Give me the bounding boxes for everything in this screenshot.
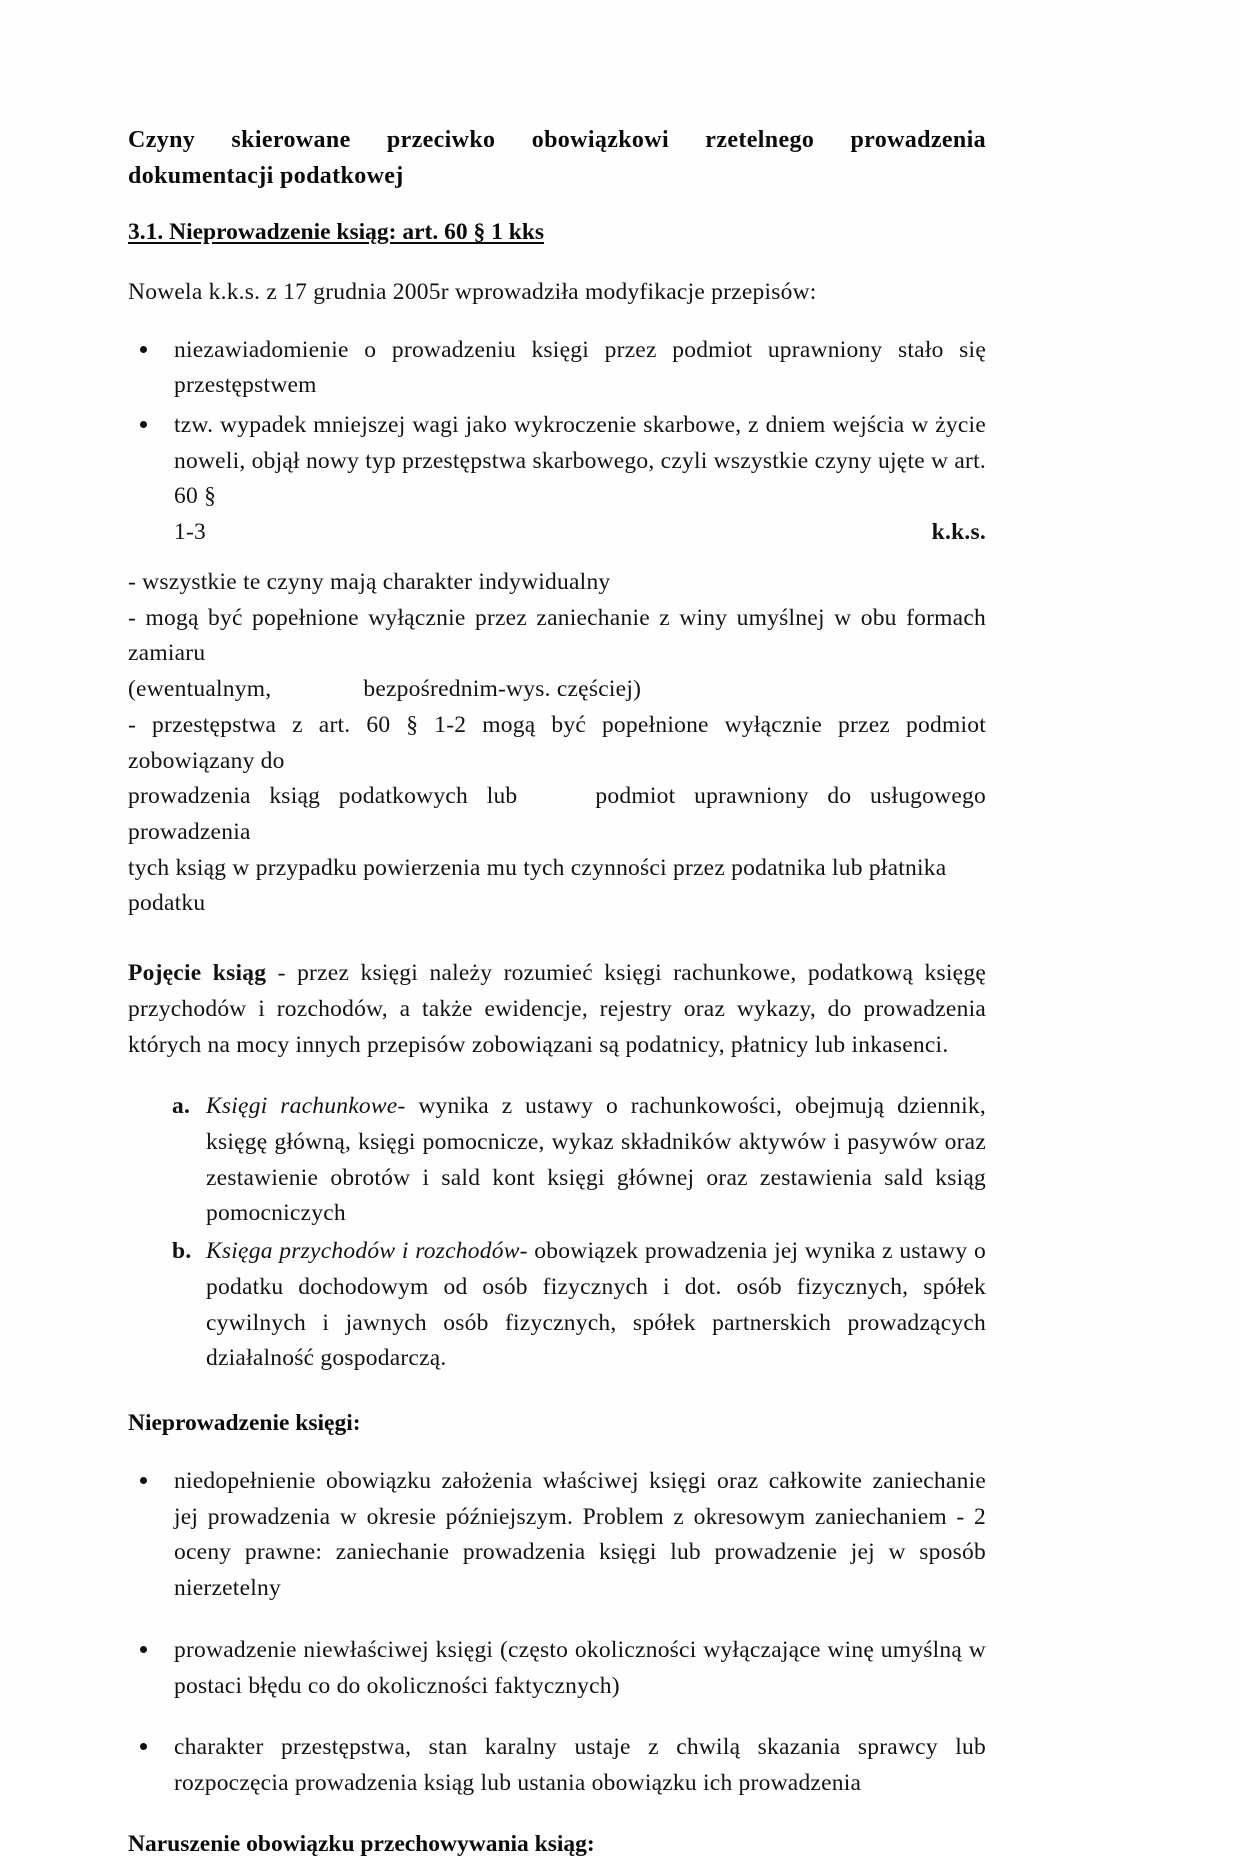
intro-bullet-list: [128, 333, 986, 551]
document-body: [128, 122, 986, 1861]
page-title: Czyny skierowane przeciwko obowiązkowi rzetelnego prowadzenia dokumentacji podatkowej: [128, 127, 986, 189]
dash-line: - mogą być popełnione wyłącznie przez zaniechanie z winy umyślnej w obu formach zamiaru: [128, 604, 986, 667]
dash-line-part: (ewentualnym,: [128, 676, 272, 703]
item-body: wynika z ustawy o rachunkowości, obejmują dziennik, księgę główną, księgi pomocnicze, wykaz składników aktywów i pasywów oraz zestawienie obrotów i sald kont księgi głównej oraz zestawienia sald ksiąg pomocniczych: [206, 1093, 986, 1227]
definition-body: - przez księgi należy rozumieć księgi rachunkowe, podatkową księgę przychodów i rozchodów, a także ewidencje, rejestry oraz wykazy, do prowadzenia których na mocy innych przepisów zobowiązani są podatnicy, płatnicy lub inkasenci.: [128, 960, 986, 1058]
list-item: [128, 1089, 986, 1232]
bullet-last-line: [174, 515, 986, 551]
dash-line: - wszystkie te czyny mają charakter indywidualny: [128, 568, 611, 595]
dash-line-part: bezpośrednim-wys. częściej): [363, 676, 642, 703]
bullet-text: niedopełnienie obowiązku założenia właściwej księgi oraz całkowite zaniechanie jej prowadzenia w okresie późniejszym. Problem z okresowym zaniechaniem - 2 oceny prawne: zaniechanie prowadzenia księgi lub prowadzenie jej w sposób nierzetelny: [174, 1467, 986, 1602]
list-item: [128, 1730, 986, 1801]
dash-line: tych ksiąg w przypadku powierzenia mu tych czynności przez podatnika lub płatnika: [128, 854, 947, 881]
code-abbreviation: k.k.s.: [931, 519, 986, 546]
list-item: [128, 1234, 986, 1377]
subheading: Nieprowadzenie księgi:: [128, 1410, 361, 1437]
item-body: obowiązek prowadzenia jej wynika z ustawy o podatku dochodowym od osób fizycznych i dot. osób fizycznych, spółek cywilnych i jawnych osób fizycznych, spółek partnerskich prowadzących działalność gospodarczą.: [206, 1238, 986, 1372]
item-term: Księgi rachunkowe-: [206, 1093, 406, 1120]
main-bullet-list: [128, 1464, 986, 1802]
bullet-text: tzw. wypadek mniejszej wagi jako wykroczenie skarbowe, z dniem wejścia w życie noweli, objął nowy typ przestępstwa skarbowego, czyli wszystkie czyny ujęte w art. 60 §: [174, 412, 986, 510]
dash-line-part: podmiot uprawniony do usługowego prowadzenia: [128, 783, 986, 845]
dash-line: - przestępstwa z art. 60 § 1-2 mogą być popełnione wyłącznie przez podmiot zobowiązany do: [128, 711, 986, 774]
list-item: [128, 1633, 986, 1704]
dash-line-part: prowadzenia ksiąg podatkowych lub: [128, 783, 518, 810]
list-item: [128, 1464, 986, 1607]
section-heading: 3.1. Nieprowadzenie ksiąg: art. 60 § 1 kks: [128, 219, 545, 245]
article-range: 1-3: [174, 519, 207, 546]
item-term: Księga przychodów i rozchodów-: [206, 1238, 528, 1265]
definition-paragraph: [128, 956, 986, 1063]
dash-line: podatku: [128, 890, 206, 917]
list-item: [128, 408, 986, 551]
closing-heading: Naruszenie obowiązku przechowywania ksiąg:: [128, 1830, 595, 1857]
list-item: [128, 333, 986, 404]
lead-paragraph: Nowela k.k.s. z 17 grudnia 2005r wprowadziła modyfikacje przepisów:: [128, 278, 817, 305]
bullet-text: prowadzenie niewłaściwej księgi (często okoliczności wyłączające winę umyślną w postaci błędu co do okoliczności faktycznych): [174, 1636, 986, 1699]
alpha-list: [128, 1089, 986, 1377]
bullet-text: charakter przestępstwa, stan karalny ustaje z chwilą skazania sprawcy lub rozpoczęcia prowadzenia ksiąg lub ustania obowiązku ich prowadzenia: [174, 1734, 986, 1796]
bullet-text: niezawiadomienie o prowadzeniu księgi przez podmiot uprawniony stało się przestępstwem: [174, 336, 986, 399]
dash-line-split: [128, 672, 986, 708]
dash-line-split: [128, 779, 986, 850]
definition-term: Pojęcie ksiąg: [128, 960, 267, 987]
dash-note-block: [128, 565, 986, 922]
